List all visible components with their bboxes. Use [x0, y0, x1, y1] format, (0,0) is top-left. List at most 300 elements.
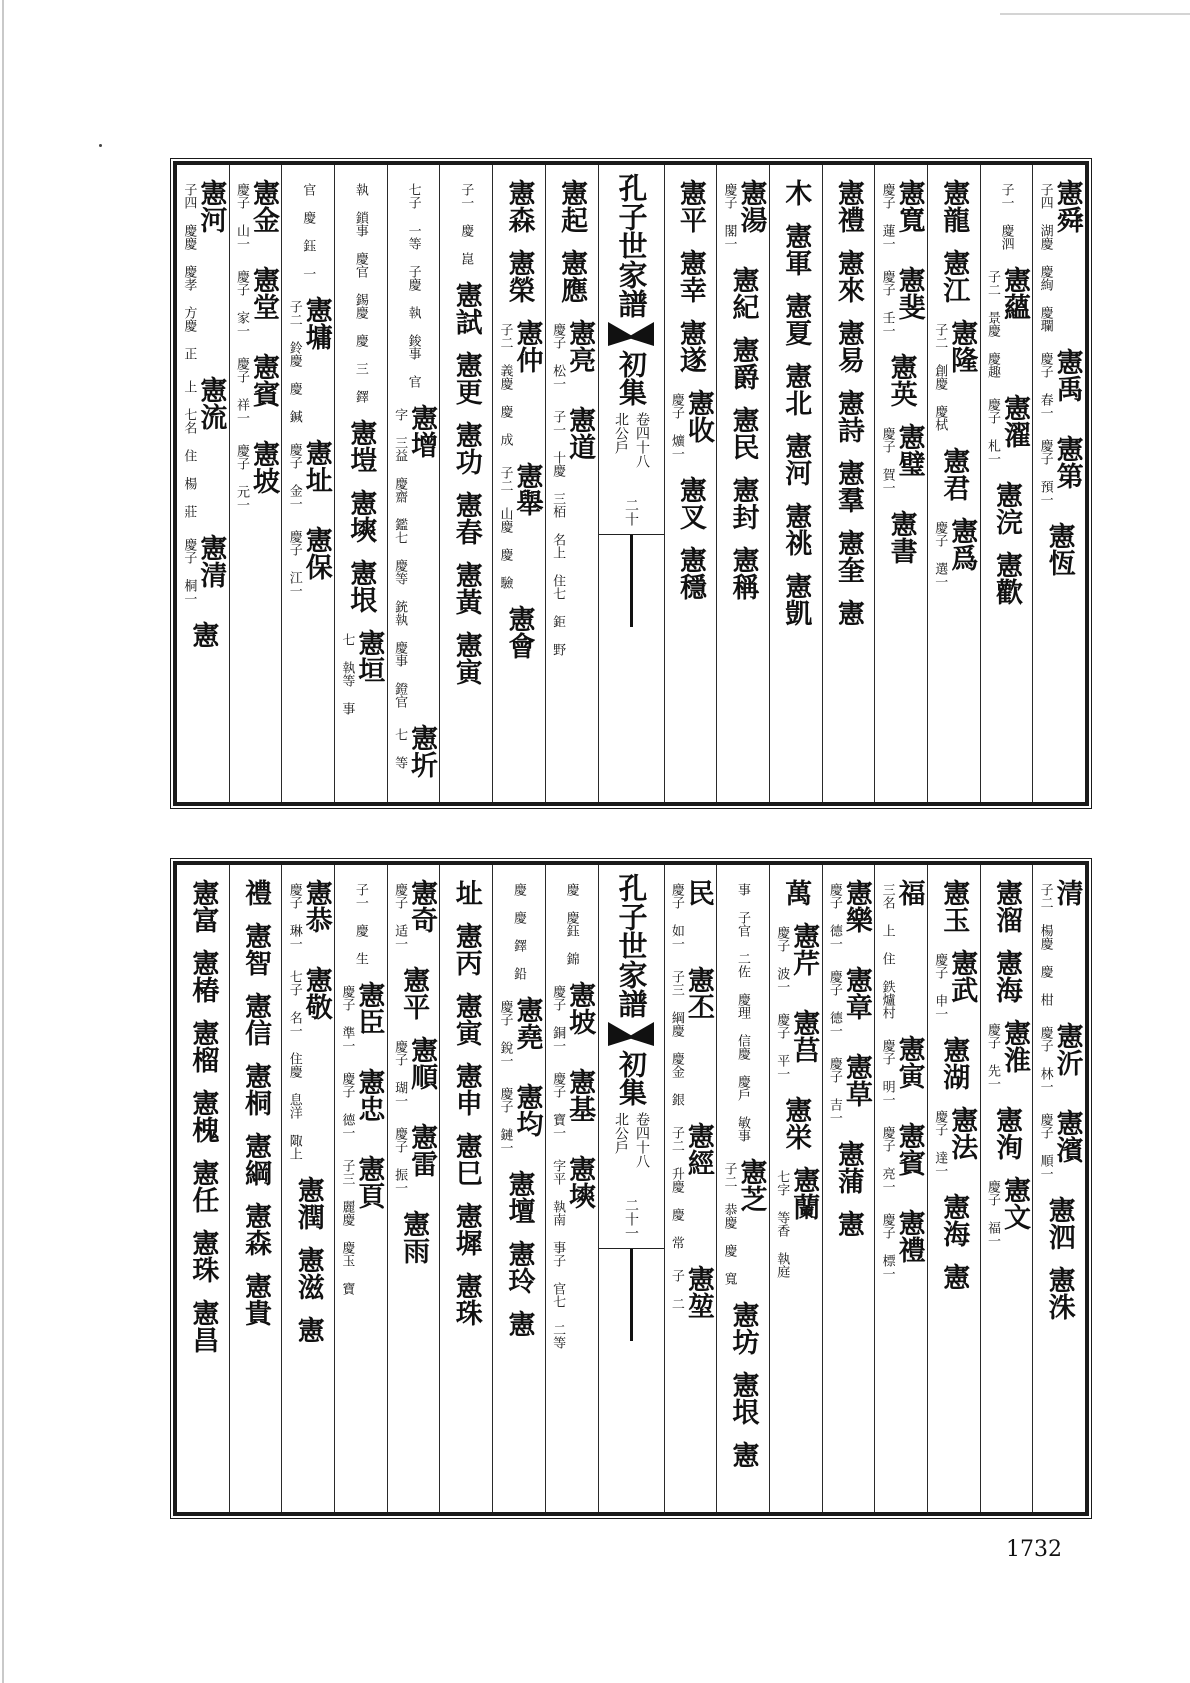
annotation-note: 七子 一等 子慶 執 鋑事 官	[405, 183, 421, 388]
entry-column-l4	[334, 165, 387, 802]
annotation-note: 慶子 亮一	[879, 1126, 895, 1193]
annotation-note: 字平 執南 事子 官七 二等	[550, 1159, 566, 1349]
black-stem-mark	[630, 1249, 633, 1341]
entry	[885, 353, 917, 407]
person-name: 憲璧	[893, 423, 925, 477]
annotation-note: 七 等	[392, 728, 408, 769]
entry-column-l6	[229, 165, 282, 802]
entry	[727, 1301, 759, 1355]
entry-column-r0	[1032, 865, 1085, 1512]
person-name: 憲芹	[788, 922, 820, 976]
person-name: 憲	[503, 1310, 535, 1337]
entry-column-r7	[664, 865, 717, 1512]
entry-column-r2	[927, 165, 980, 802]
person-name: 憲平	[674, 179, 706, 233]
entry	[450, 1132, 482, 1186]
person-name: 憲奇	[406, 879, 438, 933]
person-name: 憲章	[840, 966, 872, 1020]
annotation-note: 子二 楊慶 慶 柑	[1037, 883, 1053, 1006]
person-name: 憲仲	[511, 319, 543, 373]
entry	[780, 502, 812, 556]
entry-column-l2	[439, 165, 492, 802]
person-name: 憲丕	[682, 966, 714, 1020]
person-name: 憲頁	[353, 1155, 385, 1209]
annotation-note: 慶子 申一	[932, 953, 948, 1020]
person-name: 憲莒	[788, 1009, 820, 1063]
entry	[450, 922, 482, 976]
entry	[669, 1265, 712, 1319]
person-name: 禮	[240, 879, 272, 906]
person-name: 憲賓	[248, 353, 280, 407]
annotation-note: 慶子 适一	[392, 883, 408, 950]
entry	[832, 179, 864, 233]
person-name: 憲春	[450, 491, 482, 545]
entry	[398, 966, 430, 1020]
entry	[187, 1299, 219, 1353]
person-name: 憲	[832, 1210, 864, 1237]
person-name: 憲蒲	[832, 1140, 864, 1194]
annotation-note: 慶子 預一	[1037, 439, 1053, 506]
person-name: 憲濱	[1051, 1109, 1083, 1163]
entry	[503, 1310, 535, 1337]
entry	[240, 992, 272, 1046]
entry	[938, 447, 970, 501]
person-name: 憲舜	[1051, 179, 1083, 233]
entry-column-r6	[716, 165, 769, 802]
entry	[187, 949, 219, 1003]
person-name: 憲黃	[450, 561, 482, 615]
person-name: 憲坡	[248, 440, 280, 494]
person-name: 憲應	[556, 249, 588, 303]
person-name: 憲順	[406, 1036, 438, 1090]
annotation-note: 慶子 標一	[879, 1213, 895, 1280]
section-labels	[613, 1112, 649, 1168]
entry-column-l2	[439, 865, 492, 1512]
entry	[669, 1122, 712, 1249]
annotation-note: 子一 慶泗	[998, 183, 1014, 250]
person-name: 憲泗	[1043, 1196, 1075, 1250]
person-name: 憲試	[450, 281, 482, 335]
book-title: 孔子世家譜	[614, 173, 649, 318]
section-labels	[613, 412, 649, 468]
annotation-note: 子二 義慶 慶 成	[497, 323, 513, 446]
person-name: 憲夏	[780, 292, 812, 346]
entry	[187, 1229, 219, 1283]
person-name: 憲草	[840, 1053, 872, 1107]
entry	[932, 319, 978, 431]
entry	[450, 421, 482, 475]
annotation-note: 七子 名一 住慶 息洋 陬上	[286, 970, 302, 1160]
entry-column-l1	[492, 165, 545, 802]
entry	[880, 179, 923, 250]
entry-column-r1	[980, 165, 1033, 802]
person-name: 憲軍	[780, 222, 812, 276]
annotation-note: 慶子 順一	[1037, 1113, 1053, 1180]
entry	[674, 476, 706, 530]
entry	[780, 222, 812, 276]
entry	[780, 432, 812, 486]
person-name: 憲忠	[353, 1068, 385, 1122]
annotation-note: 慶子 春一	[1037, 352, 1053, 419]
entry	[556, 249, 588, 303]
entry	[392, 404, 438, 708]
left-edge-rule	[2, 0, 4, 1683]
entry	[339, 1155, 385, 1295]
entry	[497, 319, 543, 446]
annotation-note: 子一 慶 崑	[458, 183, 474, 265]
entry	[1038, 179, 1081, 332]
entry	[727, 266, 759, 320]
annotation-note: 子三 綱慶 慶金 銀	[668, 970, 684, 1106]
annotation-note: 慶子 元一	[234, 444, 250, 511]
annotation-note: 三名 上 住 鉄爐村	[879, 883, 895, 1019]
entry	[181, 376, 227, 518]
scan-speck	[99, 144, 102, 147]
person-name: 憲垠	[727, 1371, 759, 1425]
entry-column-l0	[545, 165, 598, 802]
branch-label: 北公戶	[613, 1112, 629, 1154]
entry-column-r5	[769, 165, 822, 802]
annotation-note: 慶子 琳一	[286, 883, 302, 950]
entry	[187, 879, 219, 933]
entry	[556, 179, 588, 233]
volume-label: 初集	[615, 1050, 648, 1106]
entry	[353, 179, 369, 403]
entry	[832, 319, 864, 373]
entry	[550, 319, 596, 390]
entry	[674, 546, 706, 600]
annotation-note: 子二 山慶 慶 驗	[497, 466, 513, 589]
entry	[1038, 435, 1081, 506]
entry	[727, 336, 759, 390]
annotation-note: 慶子 家一	[234, 270, 250, 337]
entry	[932, 517, 978, 588]
person-name: 憲金	[248, 179, 280, 233]
entry	[832, 249, 864, 303]
entry	[938, 249, 970, 303]
entry	[985, 266, 1028, 378]
person-name: 憲恭	[300, 879, 332, 933]
annotation-note: 慶子 銅一	[550, 985, 566, 1052]
entry-column-l5	[281, 865, 334, 1512]
person-name: 憲森	[240, 1202, 272, 1256]
annotation-note: 慶子 平一	[774, 1013, 790, 1080]
entry	[832, 389, 864, 443]
entry	[458, 179, 474, 265]
person-name: 憲椿	[187, 949, 219, 1003]
person-name: 憲芝	[735, 1158, 767, 1212]
annotation-note: 慶子 明一	[879, 1039, 895, 1106]
entry	[938, 179, 970, 233]
entry	[827, 1053, 870, 1124]
annotation-note: 事 子官 二佐 慶理 信慶 慶戶 敏事	[735, 883, 751, 1142]
annotation-note: 子三 麗慶 慶玉 寶	[339, 1159, 355, 1295]
person-name: 憲流	[195, 376, 227, 430]
annotation-note: 慶子 吉一	[826, 1057, 842, 1124]
entry	[240, 1202, 272, 1256]
person-name: 憲雨	[398, 1210, 430, 1264]
person-name: 憲封	[727, 476, 759, 530]
entry	[727, 476, 759, 530]
person-name: 福	[893, 879, 925, 906]
person-name: 憲羣	[832, 459, 864, 513]
book-title: 孔子世家譜	[614, 873, 649, 1018]
person-name: 憲經	[682, 1122, 714, 1176]
person-name: 憲君	[938, 447, 970, 501]
entry	[181, 179, 227, 360]
annotation-note: 子二 升慶 慶 常	[668, 1126, 684, 1249]
annotation-note: 慶子 德一	[826, 883, 842, 950]
entry	[674, 249, 706, 303]
person-name: 憲禹	[1051, 348, 1083, 402]
annotation-note: 慶 慶鈺 錦	[563, 883, 579, 965]
entry	[880, 1035, 923, 1106]
person-name: 憲祧	[780, 502, 812, 556]
annotation-note: 慶子 福一	[984, 1180, 1000, 1247]
section-label: 卷四十八	[634, 412, 650, 468]
person-name: 憲爲	[946, 517, 978, 571]
person-name: 憲基	[564, 1068, 596, 1122]
entry	[240, 1062, 272, 1116]
entry	[339, 629, 385, 715]
entry	[774, 1009, 820, 1080]
person-name: 憲堂	[248, 266, 280, 320]
entry	[497, 1083, 543, 1154]
person-name: 憲易	[832, 319, 864, 373]
entry	[450, 879, 482, 906]
person-name: 憲歡	[990, 551, 1022, 605]
person-name: 憲功	[450, 421, 482, 475]
entry-column-l4	[334, 865, 387, 1512]
person-name: 憲榴	[187, 1019, 219, 1073]
person-name: 憲塽	[564, 1155, 596, 1209]
person-name: 憲潤	[292, 1176, 324, 1230]
person-name: 憲幸	[674, 249, 706, 303]
person-name: 憲滋	[292, 1246, 324, 1300]
entry	[292, 1316, 324, 1343]
annotation-note: 子一 十慶 三栢 名上 住七 鉅 野	[550, 410, 566, 656]
folio-number: 二十一	[623, 1198, 639, 1240]
entry	[1043, 1266, 1075, 1320]
entry	[669, 966, 712, 1106]
entry	[181, 534, 227, 605]
entry	[550, 1155, 596, 1349]
entry	[990, 1106, 1022, 1160]
annotation-note: 慶子 札一	[984, 398, 1000, 465]
person-name: 憲民	[727, 406, 759, 460]
person-name: 憲樂	[840, 879, 872, 933]
entry	[938, 1036, 970, 1090]
person-name: 憲起	[556, 179, 588, 233]
person-name: 憲塽	[345, 489, 377, 543]
entry	[287, 526, 330, 597]
entry-column-r6	[716, 865, 769, 1512]
entry	[938, 879, 970, 933]
entry	[780, 179, 812, 206]
person-name: 憲禮	[832, 179, 864, 233]
person-name: 憲智	[240, 922, 272, 976]
annotation-note: 慶子 江一	[286, 530, 302, 597]
entry	[345, 559, 377, 613]
annotation-note: 慶子 壬一	[879, 270, 895, 337]
annotation-note: 慶子 銳一	[497, 1000, 513, 1067]
annotation-note: 慶子 準一	[339, 985, 355, 1052]
person-name: 憲蘭	[788, 1166, 820, 1220]
person-name: 憲爵	[727, 336, 759, 390]
person-name: 憲蘊	[998, 266, 1030, 320]
person-name: 憲禮	[893, 1209, 925, 1263]
person-name: 憲槐	[187, 1089, 219, 1143]
entry	[345, 489, 377, 543]
entry	[990, 551, 1022, 605]
annotation-note: 子二 創慶 慶栻	[932, 323, 948, 431]
entry	[287, 879, 330, 950]
person-name: 憲亮	[564, 319, 596, 373]
entry	[985, 1019, 1028, 1090]
annotation-note: 慶子 林一	[1037, 1026, 1053, 1093]
person-name: 憲武	[946, 949, 978, 1003]
entry	[287, 439, 330, 510]
person-name: 清	[1051, 879, 1083, 906]
person-name: 憲桐	[240, 1062, 272, 1116]
person-name: 憲貴	[240, 1272, 272, 1326]
entry	[774, 1166, 820, 1278]
person-name: 憲河	[780, 432, 812, 486]
entry	[339, 1068, 385, 1139]
person-name: 憲綱	[240, 1132, 272, 1186]
annotation-note: 慶子 振一	[392, 1127, 408, 1194]
person-name: 憲法	[946, 1106, 978, 1160]
genealogy-page-upper	[173, 161, 1089, 806]
entry	[722, 179, 765, 250]
entry	[550, 1068, 596, 1139]
entry	[832, 1140, 864, 1194]
person-name: 憲珠	[187, 1229, 219, 1283]
entry	[292, 1176, 324, 1230]
person-name: 憲會	[503, 605, 535, 659]
person-name: 木	[780, 179, 812, 206]
person-name: 憲任	[187, 1159, 219, 1213]
entry	[503, 605, 535, 659]
person-name: 憲堃	[682, 1265, 714, 1319]
person-name: 憲奎	[832, 529, 864, 583]
entry-column-r3	[874, 165, 927, 802]
person-name: 憲垠	[345, 559, 377, 613]
entry	[392, 879, 438, 950]
person-name: 憲海	[990, 949, 1022, 1003]
person-name: 憲舉	[511, 462, 543, 516]
entry	[240, 1132, 272, 1186]
entry-column-r4	[822, 165, 875, 802]
person-name: 憲穩	[674, 546, 706, 600]
person-name: 憲臣	[353, 981, 385, 1035]
person-name: 憲紀	[727, 266, 759, 320]
person-name: 憲	[832, 599, 864, 626]
person-name: 憲址	[300, 439, 332, 493]
annotation-note: 慶子 瑚一	[392, 1040, 408, 1107]
person-name: 憲寅	[450, 631, 482, 685]
genealogy-page-lower	[173, 861, 1089, 1516]
person-name: 憲寅	[893, 1035, 925, 1089]
entry	[1038, 348, 1081, 419]
entry	[503, 249, 535, 303]
person-name: 憲	[292, 1316, 324, 1343]
entry	[727, 406, 759, 460]
fish-tail-mark	[608, 1022, 654, 1046]
top-edge-rule	[1000, 13, 1190, 15]
entry	[503, 1240, 535, 1294]
entry-column-r2	[927, 865, 980, 1512]
person-name: 憲凱	[780, 572, 812, 626]
entry-column-l1	[492, 865, 545, 1512]
person-name: 憲洙	[1043, 1266, 1075, 1320]
entry	[880, 879, 923, 1019]
person-name: 憲堯	[511, 996, 543, 1050]
entry-column-l3	[387, 165, 440, 802]
person-name: 憲湖	[938, 1036, 970, 1090]
person-name: 憲洵	[990, 1106, 1022, 1160]
entry	[234, 266, 280, 337]
entry	[1038, 879, 1081, 1006]
person-name: 憲塏	[345, 419, 377, 473]
entry	[780, 292, 812, 346]
entry	[938, 1193, 970, 1247]
entry-column-r4	[822, 865, 875, 1512]
annotation-note: 七 執等 事	[339, 633, 355, 715]
person-name: 憲珠	[450, 1272, 482, 1326]
entry	[450, 1202, 482, 1256]
entry	[880, 423, 923, 494]
black-stem-mark	[630, 535, 633, 627]
entry	[985, 1176, 1028, 1247]
annotation-note: 執 鎖事 慶官 錫慶 慶 三 鐸	[352, 183, 368, 403]
annotation-note: 慶子 松一	[550, 323, 566, 390]
annotation-note: 慶 慶 鐸 鉛	[510, 883, 526, 980]
entry	[827, 879, 870, 950]
person-name: 民	[682, 879, 714, 906]
annotation-note: 慶子 寶一	[550, 1072, 566, 1139]
entry	[292, 1246, 324, 1300]
person-name: 憲增	[406, 404, 438, 458]
entry	[780, 879, 812, 906]
entry	[287, 296, 330, 423]
annotation-note: 慶子 閣一	[721, 183, 737, 250]
annotation-note: 慶子 蓮一	[879, 183, 895, 250]
person-name: 憲墀	[450, 1202, 482, 1256]
entry	[832, 459, 864, 513]
entry-column-l7	[177, 165, 229, 802]
person-name: 憲垣	[353, 629, 385, 683]
entry	[339, 981, 385, 1052]
person-name: 憲壇	[503, 1170, 535, 1224]
person-name: 憲榮	[503, 249, 535, 303]
entry-column-l5	[281, 165, 334, 802]
entry	[287, 966, 330, 1160]
person-name: 萬	[780, 879, 812, 906]
person-name: 憲龍	[938, 179, 970, 233]
person-name: 憲稱	[727, 546, 759, 600]
entry	[998, 179, 1014, 250]
entry	[450, 631, 482, 685]
section-label: 卷四十八	[634, 1112, 650, 1168]
annotation-note: 慶子 鏈一	[497, 1087, 513, 1154]
person-name: 憲來	[832, 249, 864, 303]
entry	[1043, 522, 1075, 576]
annotation-note: 子 二	[668, 1269, 684, 1310]
entry	[669, 879, 712, 950]
person-name: 憲坊	[727, 1301, 759, 1355]
person-name: 憲巳	[450, 1132, 482, 1186]
